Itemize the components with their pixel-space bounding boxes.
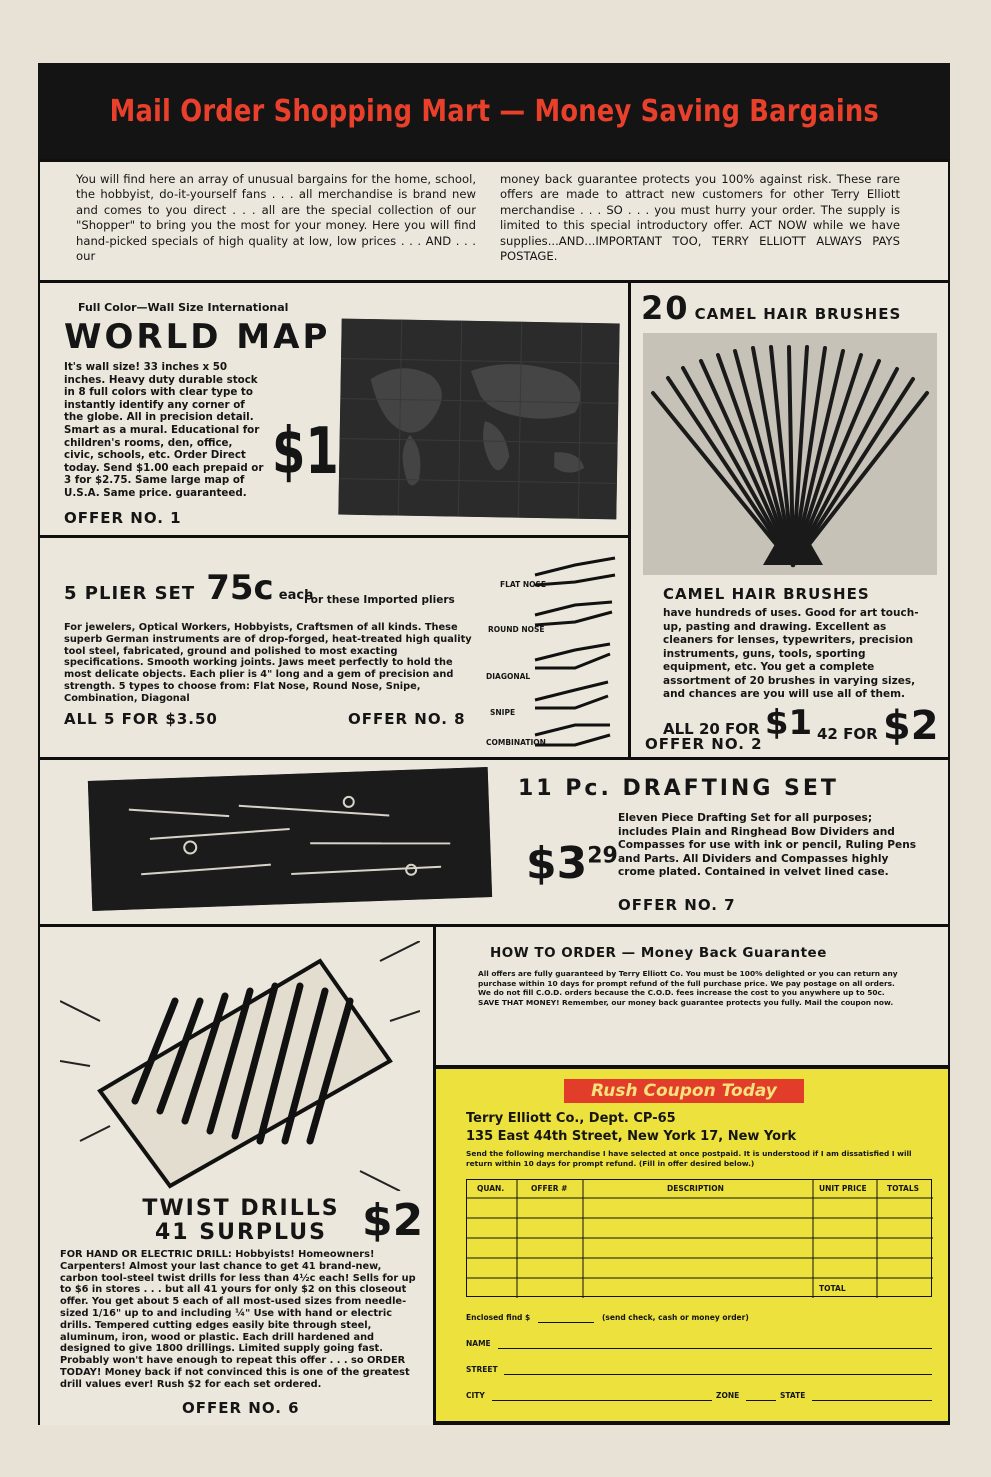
drafting-title: 11 Pc. DRAFTING SET	[518, 776, 839, 801]
zone-field[interactable]	[746, 1400, 776, 1401]
drafting-body: Eleven Piece Drafting Set for all purposes; includes Plain and Ringhead Bow Dividers and Compasses for use with ink or pencil, Ruling Pens and Parts. All Dividers and Compasses highly crome plated. Contained in velvet lined case.	[618, 812, 917, 878]
col-header-totals: TOTALS	[887, 1184, 920, 1193]
drills-offer: OFFER NO. 6	[182, 1399, 300, 1417]
pliers-all: ALL 5 FOR $3.50	[64, 710, 218, 728]
drafting-ad	[40, 760, 948, 924]
pliers-each: each	[278, 588, 314, 603]
name-label: NAME	[466, 1339, 491, 1348]
pliers-sub: For these Imported pliers	[304, 594, 455, 606]
brushes-ad	[631, 283, 948, 757]
world-map-illustration	[338, 319, 619, 520]
col-header-offer: OFFER #	[531, 1184, 568, 1193]
street-field[interactable]	[504, 1374, 932, 1375]
world-map-kicker: Full Color—Wall Size International	[78, 301, 289, 314]
brushes-alt-label: 42 FOR	[817, 725, 878, 743]
enclosed-field[interactable]	[538, 1322, 594, 1323]
ad-page	[38, 63, 950, 1425]
drills-title-line1: TWIST DRILLS	[142, 1196, 340, 1221]
order-table-grid	[467, 1180, 933, 1298]
state-field[interactable]	[812, 1400, 932, 1401]
drills-ad	[40, 927, 433, 1425]
city-label: CITY	[466, 1391, 485, 1400]
drills-body: FOR HAND OR ELECTRIC DRILL: Hobbyists! Homeowners! Carpenters! Almost your last chance to get 41 brand-new, carbon tool-steel twist drills for less than 4½c each! Sells for up to $6 in stores . . . but all 41 yours for only $2 on this closeout offer. You get about 5 each of all most-used sizes from needle-sized 1/16" up to and including ¼" Use with hand or electric drills. Tempered cutting edges easily bite through steel, aluminum, iron, wood or plastic. Each drill hardened and designed to give 1800 drillings. Limited supply going fast. Probably won't have enough to repeat this offer . . . so ORDER TODAY! Money back if not convinced this is one of the greatest drill values ever! Rush $2 for each set ordered.	[60, 1249, 416, 1390]
coupon-banner: Rush Coupon Today	[564, 1079, 804, 1103]
world-map-image	[338, 319, 619, 520]
drills-title	[126, 1197, 356, 1245]
drafting-set-illustration	[88, 767, 492, 911]
brushes-illustration	[643, 333, 937, 575]
page-title: Mail Order Shopping Mart — Money Saving Bargains	[109, 93, 879, 129]
drafting-offer: OFFER NO. 7	[618, 896, 736, 914]
title-banner	[38, 63, 950, 159]
how-to-order-panel	[436, 927, 948, 1065]
order-table	[466, 1179, 932, 1297]
pliers-price: 75c	[206, 568, 274, 608]
world-map-title: WORLD MAP	[64, 317, 331, 357]
world-map-price: $1	[272, 415, 339, 489]
pliers-illustration	[480, 550, 620, 750]
brushes-image	[643, 333, 937, 575]
city-field[interactable]	[492, 1400, 712, 1401]
drafting-price	[526, 838, 618, 889]
brushes-42	[817, 703, 939, 749]
col-header-description: DESCRIPTION	[667, 1184, 724, 1193]
pliers-heading	[64, 568, 313, 608]
name-field[interactable]	[498, 1348, 932, 1349]
how-to-order-body: All offers are fully guaranteed by Terry Elliott Co. You must be 100% delighted or you can return any purchase within 10 days for prompt refund of the full purchase price. We pay postage on all orders. We do not fill C.O.D. orders because the C.O.D. fees increase the cost to you anywhere up to 50c. SAVE THAT MONEY! Remember, our money back guarantee protects you fully. Mail the coupon now.	[478, 969, 898, 1007]
world-map-offer: OFFER NO. 1	[64, 509, 182, 527]
plier-type-label: ROUND NOSE	[488, 625, 545, 634]
col-header-quan: QUAN.	[477, 1184, 505, 1193]
brushes-subtitle: CAMEL HAIR BRUSHES	[663, 585, 870, 603]
coupon-company: Terry Elliott Co., Dept. CP-65	[466, 1111, 676, 1126]
pliers-body: For jewelers, Optical Workers, Hobbyists, Craftsmen of all kinds. These superb German instruments are of drop-forged, heat-treated high quality tool steel, fabricated, ground and polished to most exacting specifications. Smooth working joints. Jaws meet perfectly to hold the most delicate objects. Each plier is 4" long and a gem of precision and strength. 5 types to choose from: Flat Nose, Round Nose, Snipe, Combination, Diagonal	[64, 622, 472, 704]
plier-type-label: FLAT NOSE	[500, 580, 547, 589]
brushes-all-price: $1	[764, 703, 813, 743]
street-label: STREET	[466, 1365, 498, 1374]
intro-panel	[40, 162, 948, 280]
state-label: STATE	[780, 1391, 806, 1400]
pliers-offer: OFFER NO. 8	[348, 710, 466, 728]
brushes-title	[641, 289, 901, 327]
pliers-title: 5 PLIER SET	[64, 583, 196, 604]
brushes-body: have hundreds of uses. Good for art touch-up, pasting and drawing. Excellent as cleaners for lenses, typewriters, precision instruments, guns, tools, sporting equipment, etc. You get a complete assortment of 20 brushes in varying sizes, and chances are you will use all of them.	[663, 607, 919, 700]
drills-illustration	[60, 941, 420, 1191]
enclosed-note: (send check, cash or money order)	[602, 1313, 749, 1322]
plier-type-label: SNIPE	[490, 708, 516, 717]
order-coupon	[436, 1069, 948, 1421]
drafting-set-image	[88, 767, 492, 911]
brushes-title-number: 20	[641, 289, 690, 327]
world-map-ad	[40, 283, 628, 535]
coupon-instructions: Send the following merchandise I have selected at once postpaid. It is understood if I am dissatisfied I will return within 10 days for prompt refund. (Fill in offer desired below.)	[466, 1149, 912, 1168]
total-label: TOTAL	[819, 1284, 846, 1293]
how-to-order-title: HOW TO ORDER — Money Back Guarantee	[490, 945, 827, 961]
col-header-unit-price: UNIT PRICE	[819, 1184, 867, 1193]
pliers-ad	[40, 538, 628, 757]
world-map-body: It's wall size! 33 inches x 50 inches. Heavy duty durable stock in 8 full colors with clear type to instantly identify any corner of the globe. All in precision detail. Smart as a mural. Educational for children's rooms, den, office, civic, schools, etc. Order Direct today. Send $1.00 each prepaid or 3 for $2.75. Same large map of U.S.A. Same price. guaranteed.	[64, 361, 264, 499]
brushes-offer: OFFER NO. 2	[645, 735, 763, 753]
drills-image	[60, 941, 420, 1191]
drills-title-line2: 41 SURPLUS	[155, 1220, 327, 1245]
coupon-address: 135 East 44th Street, New York 17, New York	[466, 1129, 797, 1144]
intro-left-text: You will find here an array of unusual bargains for the home, school, the hobbyist, do-it-yourself fans . . . all merchandise is brand new and comes to you direct . . . all are the special collection of our "Shopper" to bring you the most for your money. Here you will find hand-picked specials of high quality at low, low prices . . . AND . . . our	[76, 172, 476, 264]
drafting-price-dollars: $3	[526, 838, 588, 889]
brushes-title-text: CAMEL HAIR BRUSHES	[694, 305, 902, 323]
zone-label: ZONE	[716, 1391, 740, 1400]
brushes-alt-price: $2	[882, 703, 939, 749]
drafting-price-cents: 29	[587, 843, 618, 869]
plier-type-label: DIAGONAL	[486, 672, 531, 681]
intro-right-text: money back guarantee protects you 100% against risk. These rare offers are made to attract new customers for other Terry Elliott merchandise . . . SO . . . you must hurry your order. The supply is limited to this special introductory offer. ACT NOW while we have supplies...AND...IMPORTANT TOO, TERRY ELLIOTT ALWAYS PAYS POSTAGE.	[500, 172, 900, 264]
plier-type-label: COMBINATION	[486, 738, 546, 747]
drills-price: $2	[362, 1195, 424, 1246]
enclosed-label[interactable]: Enclosed find $	[466, 1313, 531, 1322]
brushes-all-label: ALL 20 FOR	[663, 720, 760, 738]
